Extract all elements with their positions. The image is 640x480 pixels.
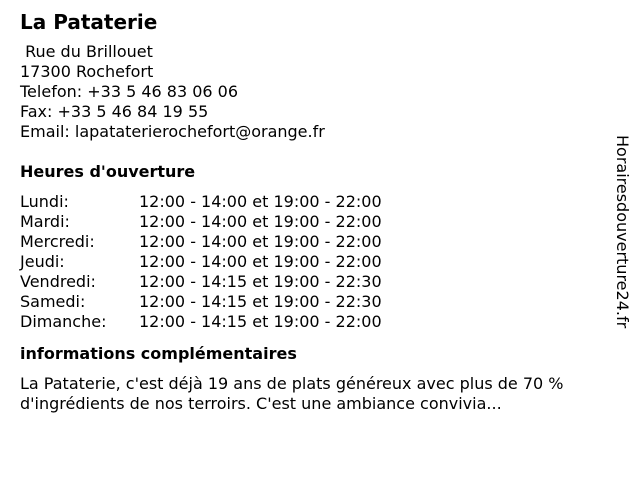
business-name: La Pataterie: [20, 10, 158, 34]
hours-day: Vendredi:: [20, 272, 96, 291]
hours-time: 12:00 - 14:15 et 19:00 - 22:30: [139, 292, 382, 311]
hours-time: 12:00 - 14:15 et 19:00 - 22:30: [139, 272, 382, 291]
hours-time: 12:00 - 14:00 et 19:00 - 22:00: [139, 212, 382, 231]
email-address: Email: lapataterierochefort@orange.fr: [20, 122, 325, 141]
hours-time: 12:00 - 14:00 et 19:00 - 22:00: [139, 232, 382, 251]
hours-row-saturday: [20, 292, 605, 312]
street-address: Rue du Brillouet: [20, 42, 153, 61]
opening-hours-table: [20, 192, 605, 332]
hours-row-sunday: [20, 312, 605, 332]
site-watermark: Horairesdouverture24.fr: [613, 135, 632, 329]
hours-day: Jeudi:: [20, 252, 65, 271]
address-block: [20, 42, 605, 142]
hours-row-thursday: [20, 252, 605, 272]
business-card: [20, 8, 605, 414]
hours-row-wednesday: [20, 232, 605, 252]
fax-number: Fax: +33 5 46 84 19 55: [20, 102, 209, 121]
hours-day: Mardi:: [20, 212, 70, 231]
hours-day: Samedi:: [20, 292, 86, 311]
city-address: 17300 Rochefort: [20, 62, 154, 81]
hours-day: Mercredi:: [20, 232, 95, 251]
opening-hours-title: Heures d'ouverture: [20, 162, 196, 181]
hours-time: 12:00 - 14:00 et 19:00 - 22:00: [139, 192, 382, 211]
hours-time: 12:00 - 14:00 et 19:00 - 22:00: [139, 252, 382, 271]
hours-row-friday: [20, 272, 605, 292]
hours-row-monday: [20, 192, 605, 212]
additional-info-title: informations complémentaires: [20, 344, 297, 363]
phone-number: Telefon: +33 5 46 83 06 06: [20, 82, 239, 101]
hours-day: Lundi:: [20, 192, 69, 211]
additional-info-text: La Pataterie, c'est déjà 19 ans de plats généreux avec plus de 70 % d'ingrédients de nos terroirs. C'est une ambiance convivia...: [20, 374, 564, 413]
hours-row-tuesday: [20, 212, 605, 232]
hours-time: 12:00 - 14:15 et 19:00 - 22:00: [139, 312, 382, 331]
hours-day: Dimanche:: [20, 312, 107, 331]
